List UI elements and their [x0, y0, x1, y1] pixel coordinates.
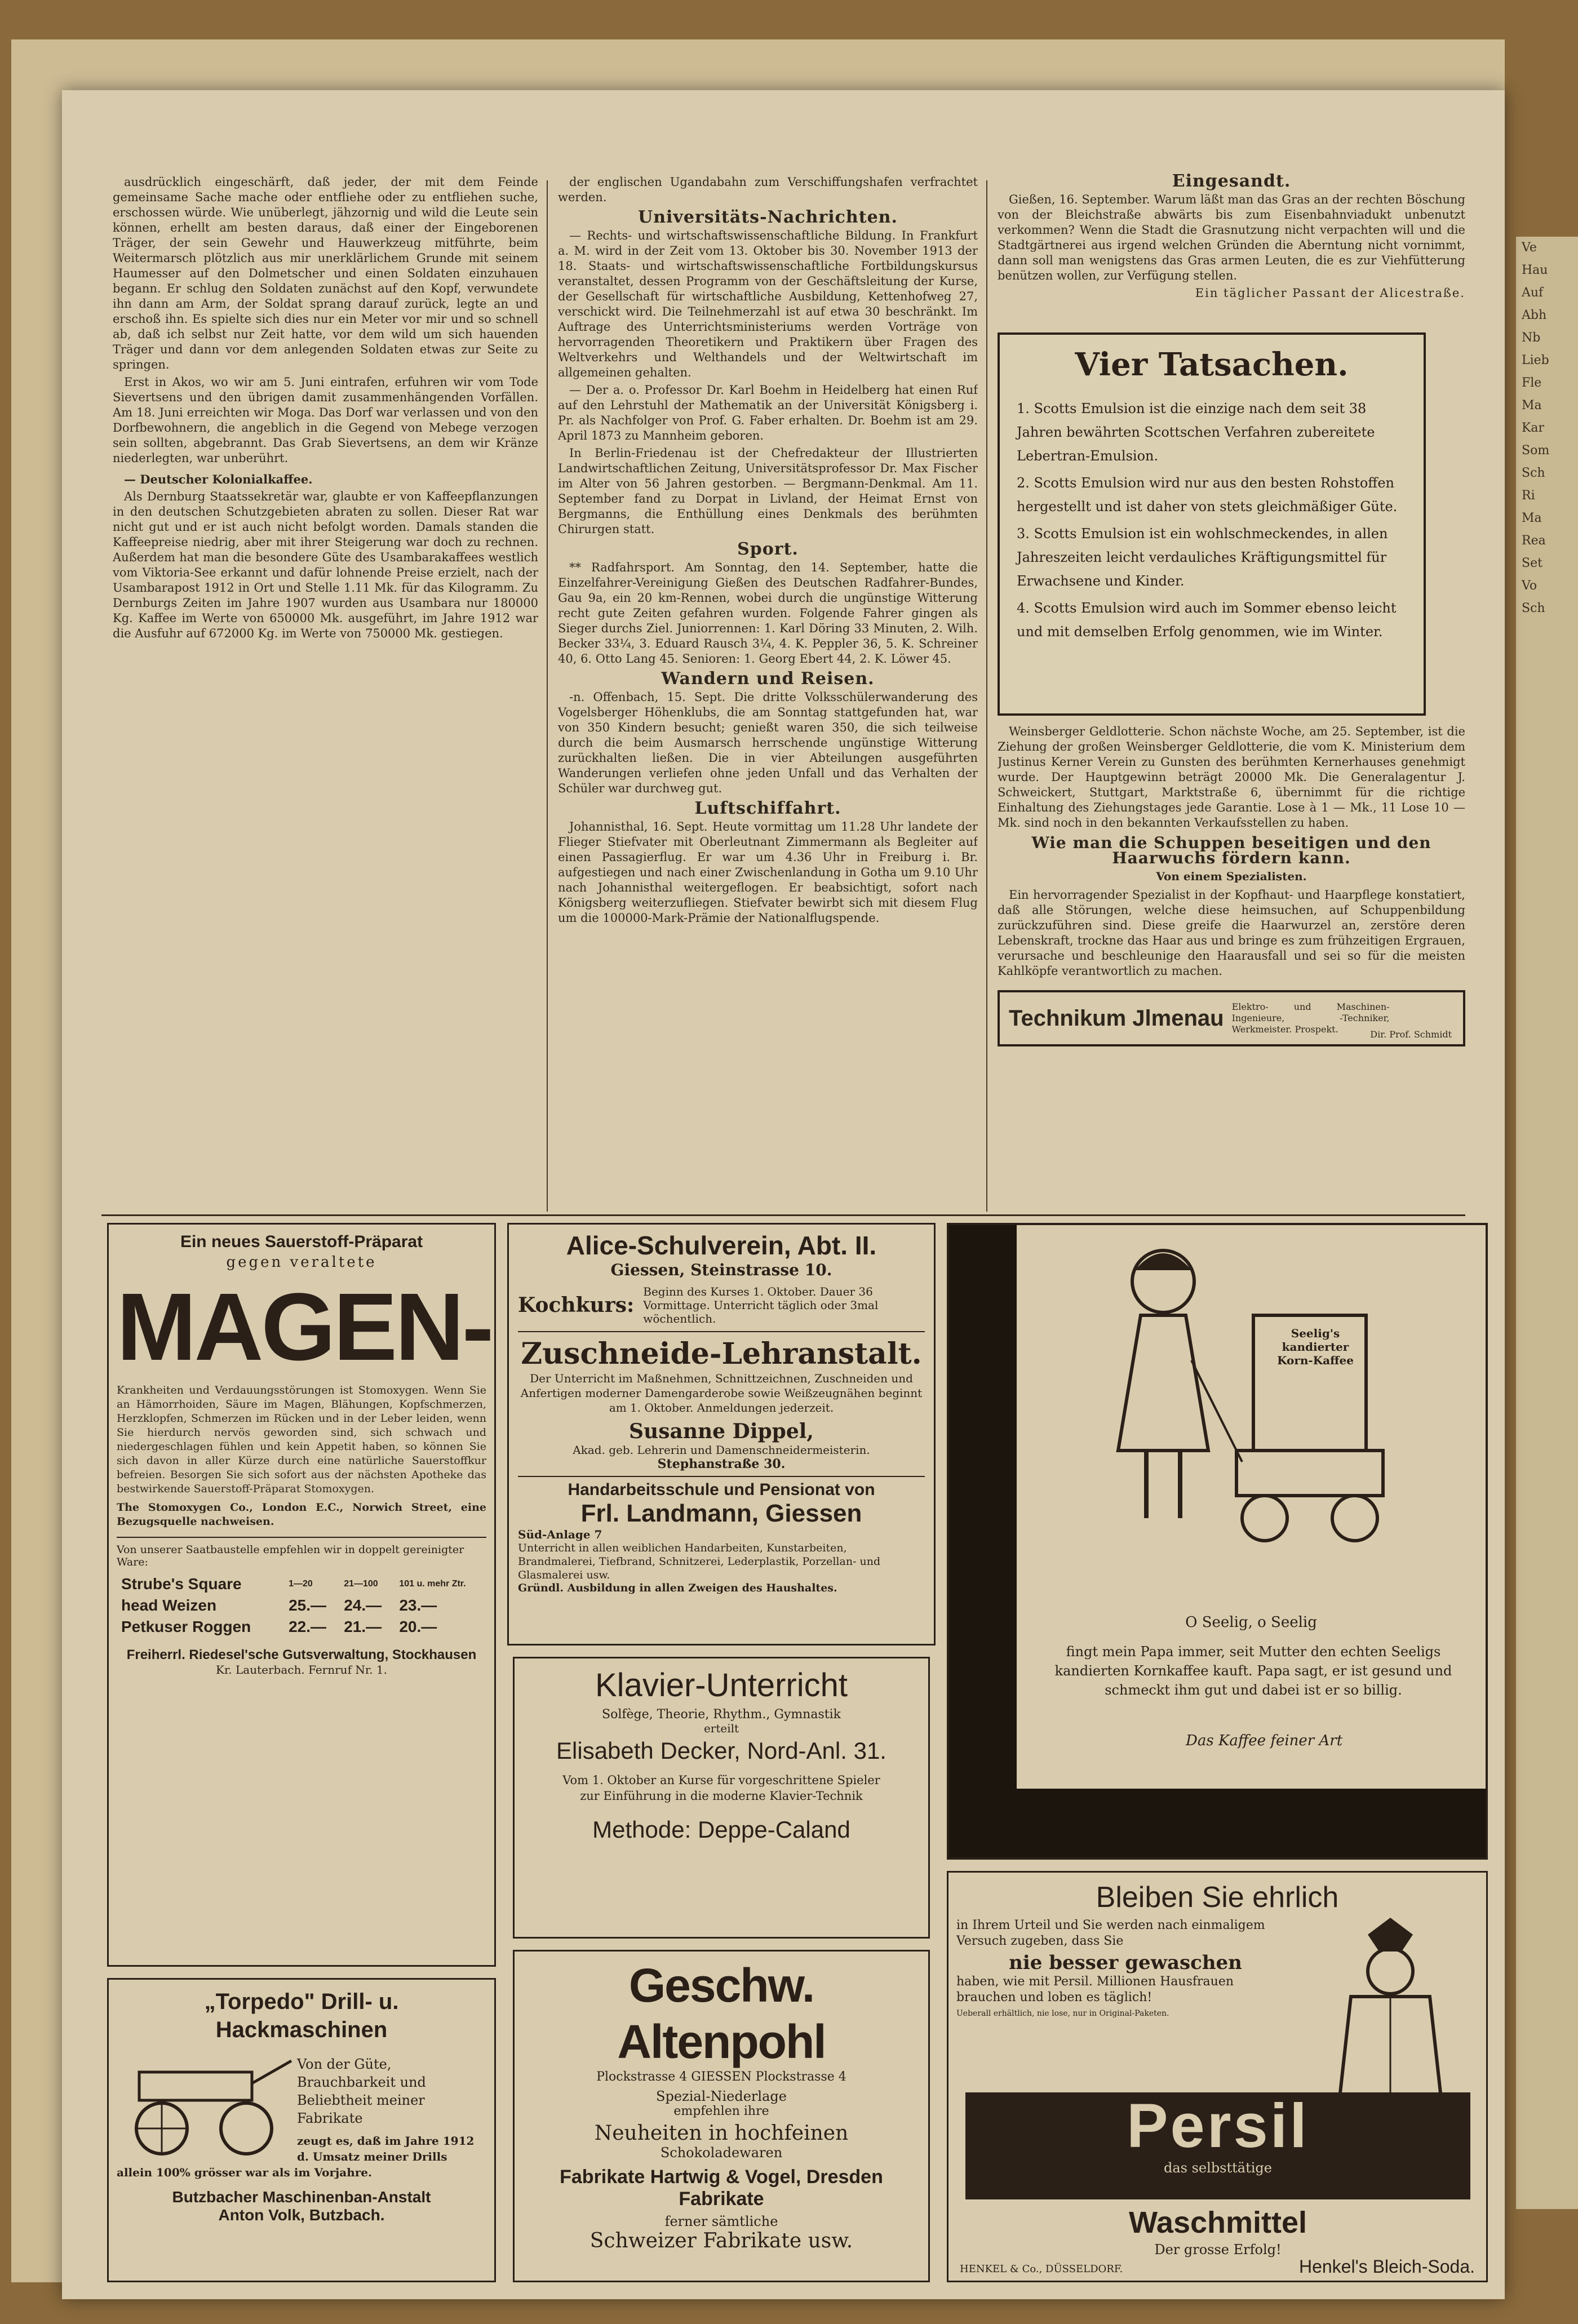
table-cell: Petkuser Roggen — [121, 1618, 251, 1635]
column-rule — [547, 180, 548, 1212]
ad-text: Fabrikate Hartwig & Vogel, Dresden Fabrikate — [560, 2166, 883, 2210]
technikum-director: Dir. Prof. Schmidt — [1370, 1029, 1452, 1040]
ad-text: nie besser gewaschen — [1009, 1952, 1242, 1974]
saatgut-intro: Von unserer Saatbaustelle empfehlen wir in doppelt gereinigter Ware: — [117, 1537, 486, 1568]
section-rule — [101, 1214, 1465, 1216]
ad-headline: Alice-Schulverein, Abt. II. — [566, 1231, 877, 1260]
fact-list — [1017, 397, 1407, 644]
ad-text: erteilt — [703, 1722, 739, 1735]
ad-name: Elisabeth Decker, Nord-Anl. 31. — [556, 1737, 886, 1764]
edge-text-fragment: Vo — [1522, 579, 1537, 593]
table-row — [118, 1595, 485, 1616]
table-cell: 24.— — [344, 1596, 382, 1614]
article-paragraph: — Der a. o. Professor Dr. Karl Boehm in Heidelberg hat einen Ruf auf den Lehrstuhl der Mathematik an der Universität Königsberg i. Pr. als Nachfolger von Prof. G. Faber erhalten. Dr. Boehm ist am 29. April 1873 zu Mannheim geboren. — [558, 383, 978, 442]
kochkurs-label: Kochkurs: — [518, 1293, 635, 1317]
edge-text-fragment: Set — [1522, 556, 1542, 570]
table-cell: 21.— — [344, 1618, 382, 1635]
fact-item: 4. Scotts Emulsion wird auch im Sommer ebenso leicht und mit demselben Erfolg genommen, wie im Winter. — [1017, 600, 1397, 640]
article-paragraph: ** Radfahrsport. Am Sonntag, den 14. September, hatte die Einzelfahrer-Vereinigung Gießen des Deutschen Radfahrer-Bundes, Gau 9a, ein 20 km-Rennen, wobei durch die ungünstige Witterung recht gute Zeiten gefahren wurden. Folgende Fahrer gingen als Sieger durchs Ziel. Juniorrennen: 1. Karl Döring 33 Minuten, 2. Wilh. Becker 33¼, 3. Eduard Rausch 3¼, 4. K. Peppler 36, 5. K. Schreiner 40, 6. Otto Lang 45. Senioren: 1. Georg Ebert 44, 2. K. Löwer 45. — [558, 561, 978, 666]
article-signature: Ein täglicher Passant der Alicestraße. — [1195, 286, 1465, 300]
article-paragraph: Johannisthal, 16. Sept. Heute vormittag um 11.28 Uhr landete der Flieger Stiefvater mit Oberleutnant Zimmermann als Begleiter auf einen Passagierflug. Er war um 4.36 Uhr in Freiburg i. Br. aufgestiegen und nach einer Zwischenlandung in Gotha um 9.10 Uhr nach Johannisthal weitergeflogen. Er beabsichtigt, sofort nach Königsberg weiterzufliegen. Stiefvater bewirbt sich mit diesem Flug um die 100000-Mark-Prämie der Nationalflugspende. — [558, 820, 978, 925]
edge-text-fragment: Abh — [1522, 308, 1547, 322]
magen-ad — [107, 1223, 496, 1967]
article-paragraph: In Berlin-Friedenau ist der Chefredakteur der Illustrierten Landwirtschaftlichen Zeitung, Universitätsprofessor Dr. Max Fischer im Alter von 56 Jahren gestorben. — Bergmann-Denkmal. Am 11. September fand zu Dorpat in Livland, der Heimat Ernst von Bergmanns, die Enthüllung eines Denkmals des berühmten Chirurgen statt. — [558, 446, 978, 536]
ad-text: Schokoladewaren — [660, 2145, 783, 2161]
ad-method: Methode: Deppe-Caland — [592, 1816, 850, 1843]
edge-text-fragment: Hau — [1522, 263, 1548, 277]
edge-text-fragment: Kar — [1522, 421, 1545, 435]
edge-text-fragment: Sch — [1522, 466, 1545, 480]
ad-headline: Zuschneide-Lehranstalt. — [521, 1337, 922, 1371]
ad-headline: Bleiben Sie ehrlich — [1096, 1881, 1339, 1914]
article-paragraph: ausdrücklich eingeschärft, daß jeder, der mit dem Feinde gemeinsame Sache mache oder entfliehe oder zu entfliehen suche, erschossen würde. Wie unüberlegt, jähzornig und wild die Leute sein können, erhellt am besten daraus, daß einer der Eingeborenen Träger, der sein Gewehr und Hauwerkzeug mitführte, beim Weitermarsch plötzlich aus mir unerklärlichem Grunde mit seinem Haumesser auf den Dolmetscher und einen Soldaten einzuhauen begann. Er schlug den Soldaten zunächst auf den Kopf, verwundete ihn dann am Arm, der Soldat sprang darauf zurück, legte an und erschoß ihn. Es spielte sich dies nur ein Meter vor mir und so schnell ab, daß ich selbst nur Zeit hatte, vor dem wild um sich hauenden Träger und dann vor dem anlegenden Soldaten etwas zur Seite zu springen. — [113, 175, 538, 371]
ad-text: empfehlen ihre — [673, 2104, 769, 2118]
table-cell: 21—100 — [344, 1579, 378, 1589]
right-notices — [998, 724, 1465, 1209]
adjacent-page-edge — [1516, 237, 1578, 2209]
persil-banner — [965, 2092, 1470, 2199]
article-paragraph: -n. Offenbach, 15. Sept. Die dritte Volksschülerwanderung des Vogelsberger Höhenklubs, die am Sonntag stattgefunden hat, war von 350 Kindern besucht; genießt waren 350, die sich teilweise durch die beim Ausmarsch herrschende ungünstige Witterung zurückhalten ließen. Die in vier Abteilungen ausgeführten Wanderungen verliefen ohne jeden Unfall und das Verhalten der Schüler war durchweg gut. — [558, 690, 978, 795]
ad-text: Von der Güte, Brauchbarkeit und Beliebtheit meiner Fabrikate — [297, 2056, 426, 2126]
ad-subline: Solfège, Theorie, Rhythm., Gymnastik — [602, 1707, 841, 1722]
article-paragraph: Als Dernburg Staatssekretär war, glaubte er von Kaffeepflanzungen in den deutschen Schutzgebieten abraten zu sollen. Dieser Rat war nicht gut und er ist auch nicht befolgt worden. Damals standen die Kaffeepreise niedrig, aber mit ihrer Steigerung war doch zu rechnen. Außerdem hat man die besondere Güte des Usambarakaffees westlich vom Viktoria-See erkannt und dafür lohnende Preise erzielt, nach der Usambarapost 1912 in Ort und Stelle 1.11 Mk. für das Kilogramm. Zu Dernburgs Zeiten im Jahre 1907 wurden aus Usambara nur 180000 Kg. Kaffee im Werte von 650000 Mk. ausgeführt, im Jahre 1912 war die Ausfuhr auf 672000 Kg. im Werte von 750000 Mk. gestiegen. — [113, 490, 538, 640]
table-row — [118, 1574, 485, 1594]
ad-name: Frl. Landmann, Giessen — [580, 1500, 862, 1527]
article-paragraph: — Rechts- und wirtschaftswissenschaftliche Bildung. In Frankfurt a. M. wird in der Zeit vom 13. Oktober bis 30. November 1913 der 18. Staats- und wirtschaftswissenschaftliche Fortbildungskursus veranstaltet, dessen Programm von der Geschäftsleitung der Kurse, der Gesellschaft für wirtschaftliche Ausbildung, Kettenhofweg 27, verschickt wird. Die Teilnehmerzahl ist auf etwa 30 beschränkt. Im Auftrage des Unterrichtsministeriums werden Vorträge von hervorragenden Theoretikern und Praktikern über Fragen des Weltverkehrs und Welthandels und der Weltwirtschaft im allgemeinen gehalten. — [558, 229, 978, 379]
section-heading: Sport. — [737, 539, 799, 559]
persil-brand: Persil — [1127, 2091, 1309, 2161]
ad-headline: Klavier-Unterricht — [595, 1667, 848, 1704]
ad-text: Unterricht in allen weiblichen Handarbeiten, Kunstarbeiten, Brandmalerei, Tiefbrand, Schnitzerei, Lederplastik, Porzellan- und Glasmalerei usw. — [518, 1542, 881, 1581]
coffee-package-label: Seelig's kandierter Korn-Kaffee — [1277, 1327, 1354, 1367]
ad-headline: Ein neues Sauerstoff-Präparat — [180, 1232, 423, 1251]
scotts-emulsion-ad — [998, 332, 1426, 716]
edge-text-fragment: Lieb — [1522, 353, 1549, 367]
klavier-ad — [513, 1657, 930, 1939]
section-subheading: Von einem Spezialisten. — [1156, 870, 1307, 883]
technikum-ad — [998, 990, 1465, 1046]
ad-heading: Vier Tatsachen. — [1075, 346, 1349, 383]
ad-signature: Das Kaffee feiner Art — [1186, 1732, 1343, 1749]
ad-text: Neuheiten in hochfeinen — [594, 2122, 849, 2145]
table-cell: 22.— — [289, 1618, 326, 1635]
ad-contact: The Stomoxygen Co., London E.C., Norwich Street, eine Bezugsquelle nachweisen. — [117, 1501, 486, 1528]
section-heading: Universitäts-Nachrichten. — [638, 207, 898, 227]
ad-text: haben, wie mit Persil. Millionen Hausfrauen brauchen und loben es täglich! — [956, 1975, 1234, 2004]
seed-drill-illustration-icon — [117, 2050, 297, 2162]
altenpohl-ad — [513, 1950, 930, 2282]
section-heading: Eingesandt. — [1172, 171, 1291, 191]
section-heading: Wandern und Reisen. — [661, 669, 875, 689]
column-rule — [986, 180, 987, 1212]
edge-text-fragment: Som — [1522, 443, 1550, 458]
technikum-subtitle: Elektro- und Maschinen-Ingenieure, -Techniker, Werkmeister. Prospekt. — [1231, 1001, 1390, 1035]
ad-text: Vom 1. Oktober an Kurse für vorgeschrittene Spieler zur Einführung in die moderne Klavier-Technik — [562, 1773, 880, 1803]
persil-slogan: das selbsttätige — [1164, 2160, 1272, 2176]
saatgut-footer: Freiherrl. Riedesel'sche Gutsverwaltung, Stockhausen — [126, 1647, 477, 1662]
ad-address: Süd-Anlage 7 — [518, 1528, 602, 1541]
kochkurs-text: Beginn des Kurses 1. Oktober. Dauer 36 Vormittage. Unterricht täglich oder 3mal wöchentlich. — [643, 1285, 879, 1325]
torpedo-ad — [107, 1978, 496, 2282]
table-cell: head Weizen — [121, 1596, 217, 1614]
ad-address: Stephanstraße 30. — [657, 1457, 786, 1471]
ad-headline: Geschw. Altenpohl — [617, 1959, 826, 2068]
article-paragraph: Weinsberger Geldlotterie. Schon nächste Woche, am 25. September, ist die Ziehung der großen Weinsberger Geldlotterie, die vom K. Ministerium dem Justinus Kerner Verein zu Gunsten des berühmten Kernerhauses genehmigt wurde. Der Hauptgewinn beträgt 20000 Mk. Die Generalagentur J. Schweickert, Stuttgart, Marktstraße 6, übernimmt für die richtige Einhaltung des Ziehungstages jede Garantie. Lose à 1 — Mk., 11 Lose 10 — Mk. sind noch in den bekannten Verkaufsstellen zu haben. — [998, 725, 1465, 830]
saatgut-price-table — [117, 1573, 486, 1638]
table-row — [118, 1617, 485, 1637]
ad-text: Akad. geb. Lehrerin und Damenschneidermeisterin. — [573, 1443, 870, 1457]
seelig-kaffee-ad — [947, 1223, 1488, 1860]
table-cell: 25.— — [289, 1596, 326, 1614]
fact-item: 3. Scotts Emulsion ist ein wohlschmeckendes, in allen Jahreszeiten leicht verdauliches Kräftigungsmittel für Erwachsene und Kinder. — [1017, 526, 1388, 589]
persil-maker: HENKEL & Co., DÜSSELDORF. — [960, 2263, 1123, 2275]
table-cell: 1—20 — [289, 1579, 313, 1589]
edge-text-fragment: Rea — [1522, 534, 1546, 548]
table-cell: Strube's Square — [121, 1575, 242, 1593]
edge-text-fragment: Ma — [1522, 511, 1542, 525]
article-paragraph: der englischen Ugandabahn zum Verschiffungshafen verfrachtet werden. — [558, 175, 978, 204]
edge-text-fragment: Ri — [1522, 489, 1535, 503]
edge-text-fragment: Ve — [1522, 241, 1537, 255]
ad-address: Giessen, Steinstrasse 10. — [610, 1261, 832, 1279]
ad-text: Der Unterricht im Maßnehmen, Schnittzeichnen, Zuschneiden und Anfertigen moderner Damengarderobe sowie Weißzeugnähen beginnt am 1. Oktober. Anmeldungen jederzeit. — [520, 1372, 923, 1414]
ad-firm: Butzbacher Maschinenban-Anstalt — [172, 2188, 431, 2206]
fact-item: 2. Scotts Emulsion wird nur aus den besten Rohstoffen hergestellt und ist daher von stets gleichmäßiger Güte. — [1017, 475, 1398, 515]
newspaper-page — [62, 90, 1505, 2299]
ad-text: ferner sämtliche — [664, 2214, 778, 2229]
ad-subline: gegen veraltete — [226, 1254, 377, 1271]
ad-headline: Handarbeitsschule und Pensionat von — [568, 1480, 875, 1499]
ad-caption: O Seelig, o Seelig — [1185, 1614, 1317, 1631]
ad-text: fingt mein Papa immer, seit Mutter den echten Seeligs kandierten Kornkaffee kauft. Papa sagt, er ist gesund und schmeckt ihm gut und dabei ist er so billig. — [1054, 1644, 1452, 1698]
table-cell: 101 u. mehr Ztr. — [399, 1579, 466, 1589]
edge-text-fragment: Auf — [1522, 286, 1544, 300]
girl-with-coffee-cart-illustration-icon — [1050, 1236, 1411, 1575]
edge-text-fragment: Nb — [1522, 331, 1541, 345]
technikum-title: Technikum Jlmenau — [1009, 1005, 1224, 1031]
ad-address: Plockstrasse 4 GIESSEN Plockstrasse 4 — [596, 2070, 846, 2084]
persil-slogan-main: Waschmittel — [1128, 2206, 1307, 2239]
fact-item: 1. Scotts Emulsion ist die einzige nach dem seit 38 Jahren bewährten Scottschen Verfahren zubereitete Lebertran-Emulsion. — [1017, 401, 1375, 464]
persil-bleich-soda: Henkel's Bleich-Soda. — [1298, 2256, 1475, 2277]
persil-ad — [947, 1871, 1488, 2282]
soldier-figure-illustration-icon — [1306, 1918, 1475, 2098]
ad-text: Schweizer Fabrikate usw. — [589, 2229, 853, 2252]
ad-headline: „Torpedo" Drill- u. Hackmaschinen — [204, 1989, 399, 2042]
ad-text: Gründl. Ausbildung in allen Zweigen des Haushaltes. — [518, 1582, 837, 1594]
left-article — [113, 175, 538, 1209]
section-heading: Luftschiffahrt. — [694, 799, 841, 818]
ad-dark-border — [949, 1225, 1017, 1857]
ad-text: zeugt es, daß im Jahre 1912 d. Umsatz meiner Drills allein 100% grösser war als im Vorjahre. — [117, 2134, 475, 2179]
ad-text: in Ihrem Urteil und Sie werden nach einmaligem Versuch zugeben, dass Sie — [956, 1918, 1265, 1948]
edge-text-fragment: Ma — [1522, 398, 1542, 413]
table-cell: 20.— — [399, 1618, 437, 1635]
article-paragraph: Ein hervorragender Spezialist in der Kopfhaut- und Haarpflege konstatiert, daß alle Störungen, welche diese heimsuchen, auf Schuppenbildung zurückzuführen sind. Diese greife die Haarwurzel an, zerstöre deren Lebenskraft, trockne das Haar aus und bringe es zum frühzeitigen Ergrauen, verursache und beschleunige den Haarausfall und sei so für die meisten Kahlköpfe verantwortlich zu machen. — [998, 888, 1465, 978]
article-paragraph: Erst in Akos, wo wir am 5. Juni eintrafen, erfuhren wir vom Tode Sievertsens und den übrigen damit zusammenhängenden Vorfällen. Am 18. Juni erreichten wir Moga. Das Dorf war verlassen und von den Dorfbewohnern, die angeblich in die Gegend von Mebege verzogen sein sollten, abgebrannt. Das Grab Sievertsens, an dem wir Kränze niederlegten, war unberührt. — [113, 375, 538, 465]
saatgut-footer-address: Kr. Lauterbach. Fernruf Nr. 1. — [216, 1663, 387, 1677]
middle-articles — [558, 175, 978, 1209]
edge-text-fragment: Fle — [1522, 376, 1542, 390]
section-heading: Wie man die Schuppen beseitigen und den Haarwuchs fördern kann. — [1031, 833, 1431, 867]
ad-text: Spezial-Niederlage — [656, 2088, 787, 2104]
ad-name: Susanne Dippel, — [629, 1420, 814, 1443]
article-paragraph: Gießen, 16. September. Warum läßt man das Gras an der rechten Böschung von der Bleichstraße abwärts bis zum Eisenbahnviadukt unbenutzt verkommen? Wenn die Stadt die Grasnutzung nicht verpachten will und die Stadtgärtnerei aus irgend welchen Gründen die Aberntung nicht vornimmt, dann soll man wenigstens das Gras armen Leuten, die es zur Viehfütterung benützen wollen, zur Verfügung stellen. — [998, 193, 1465, 282]
ad-owner: Anton Volk, Butzbach. — [218, 2206, 385, 2224]
persil-slogan-sub: Der grosse Erfolg! — [1154, 2242, 1282, 2258]
article-subheading: — Deutscher Kolonialkaffee. — [124, 472, 313, 486]
ad-big-title: MAGEN- — [117, 1274, 492, 1381]
ad-dark-border — [949, 1789, 1486, 1857]
table-cell: 23.— — [399, 1596, 437, 1614]
edge-text-fragment: Sch — [1522, 601, 1545, 615]
ad-text: Krankheiten und Verdauungsstörungen ist Stomoxygen. Wenn Sie an Hämorrhoiden, Säure im Magen, Blähungen, Kopfschmerzen, Herzklopfen, Schmerzen im Rücken und in der Leber leiden, wenn Sie hierdurch nervös geworden sind, sich schwach und niedergeschlagen fühlen und kein Appetit haben, so können Sie sich davon in aller Kürze durch eine natürliche Sauerstoffkur befreien. Besorgen Sie sich sofort aus der nächsten Apotheke das bestwirkende Sauerstoff-Präparat Stomoxygen. — [117, 1384, 486, 1495]
alice-schulverein-ad — [507, 1223, 936, 1646]
ad-note: Ueberall erhältlich, nie lose, nur in Original-Paketen. — [956, 2009, 1169, 2018]
